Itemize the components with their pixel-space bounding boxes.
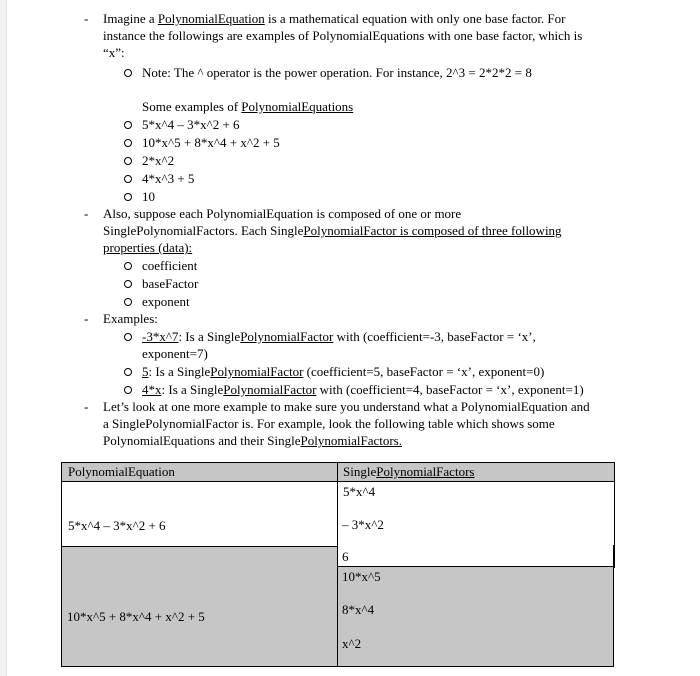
factors-cell: 5*x^4: [338, 482, 615, 567]
bullet-dash: -: [84, 399, 89, 414]
section4-line-3: PolynomialEquations and their SinglePolynomialFactors.: [103, 433, 402, 448]
factor-item: – 3*x^2: [342, 517, 384, 532]
circle-bullet: [124, 139, 132, 147]
page-edge: [0, 0, 7, 676]
section4-line-1: Let’s look at one more example to make sure you understand what a PolynomialEquation and: [103, 399, 590, 414]
property-item: coefficient: [142, 258, 198, 273]
circle-bullet: [124, 333, 132, 341]
circle-bullet: [124, 193, 132, 201]
example-item: 2*x^2: [142, 153, 175, 168]
examples-heading: Examples:: [103, 311, 158, 326]
table-header-row: [62, 463, 615, 482]
bullet-dash: -: [84, 311, 89, 326]
section2-line-3: properties (data):: [103, 240, 193, 255]
table-header-cell: SinglePolynomialFactors: [338, 463, 615, 482]
circle-bullet: [124, 298, 132, 306]
circle-bullet: [124, 280, 132, 288]
examples-title: Some examples of PolynomialEquations: [142, 99, 354, 114]
section4-line-2: a SinglePolynomialFactor is. For example, look the following table which shows some: [103, 416, 555, 431]
example-item: 4*x^3 + 5: [142, 171, 195, 186]
circle-bullet: [124, 121, 132, 129]
section2-line-2: SinglePolynomialFactors. Each SinglePolynomialFactor is composed of three following: [103, 223, 562, 238]
example-1: -3*x^7: Is a SinglePolynomialFactor with (coefficient=-3, baseFactor = ‘x’,: [142, 329, 536, 344]
example-item: 5*x^4 – 3*x^2 + 6: [142, 117, 240, 132]
bullet-dash: -: [84, 206, 89, 221]
bullet-dash: -: [84, 11, 89, 26]
factor-item: 8*x^4: [342, 602, 375, 617]
example-1-line-2: exponent=7): [142, 346, 208, 361]
factor-item: x^2: [342, 636, 362, 651]
factor-item: 10*x^5: [342, 569, 381, 584]
circle-bullet: [124, 262, 132, 270]
factor-item: 6: [342, 549, 349, 564]
note-text: Note: The ^ operator is the power operation. For instance, 2^3 = 2*2*2 = 8: [142, 65, 532, 80]
circle-bullet: [124, 175, 132, 183]
property-item: baseFactor: [142, 276, 199, 291]
intro-line-1: Imagine a PolynomialEquation is a mathematical equation with only one base factor. For: [103, 11, 566, 26]
equation-cell: 5*x^4 – 3*x^2 + 6: [62, 482, 338, 567]
example-2: 5: Is a SinglePolynomialFactor (coefficient=5, baseFactor = ‘x’, exponent=0): [142, 364, 545, 379]
property-item: exponent: [142, 294, 190, 309]
circle-bullet: [124, 386, 132, 394]
example-item: 10: [142, 189, 155, 204]
intro-line-3: “x”:: [103, 45, 125, 60]
circle-bullet: [124, 69, 132, 77]
intro-line-2: instance the followings are examples of PolynomialEquations with one base factor, which is: [103, 28, 583, 43]
example-item: 10*x^5 + 8*x^4 + x^2 + 5: [142, 135, 280, 150]
example-3: 4*x: Is a SinglePolynomialFactor with (coefficient=4, baseFactor = ‘x’, exponent=1): [142, 382, 584, 397]
equation-item: 10*x^5 + 8*x^4 + x^2 + 5: [67, 609, 205, 624]
factor-cell-white: [337, 545, 614, 567]
circle-bullet: [124, 368, 132, 376]
table-header-cell: PolynomialEquation: [62, 463, 338, 482]
section2-line-1: Also, suppose each PolynomialEquation is composed of one or more: [103, 206, 462, 221]
circle-bullet: [124, 157, 132, 165]
